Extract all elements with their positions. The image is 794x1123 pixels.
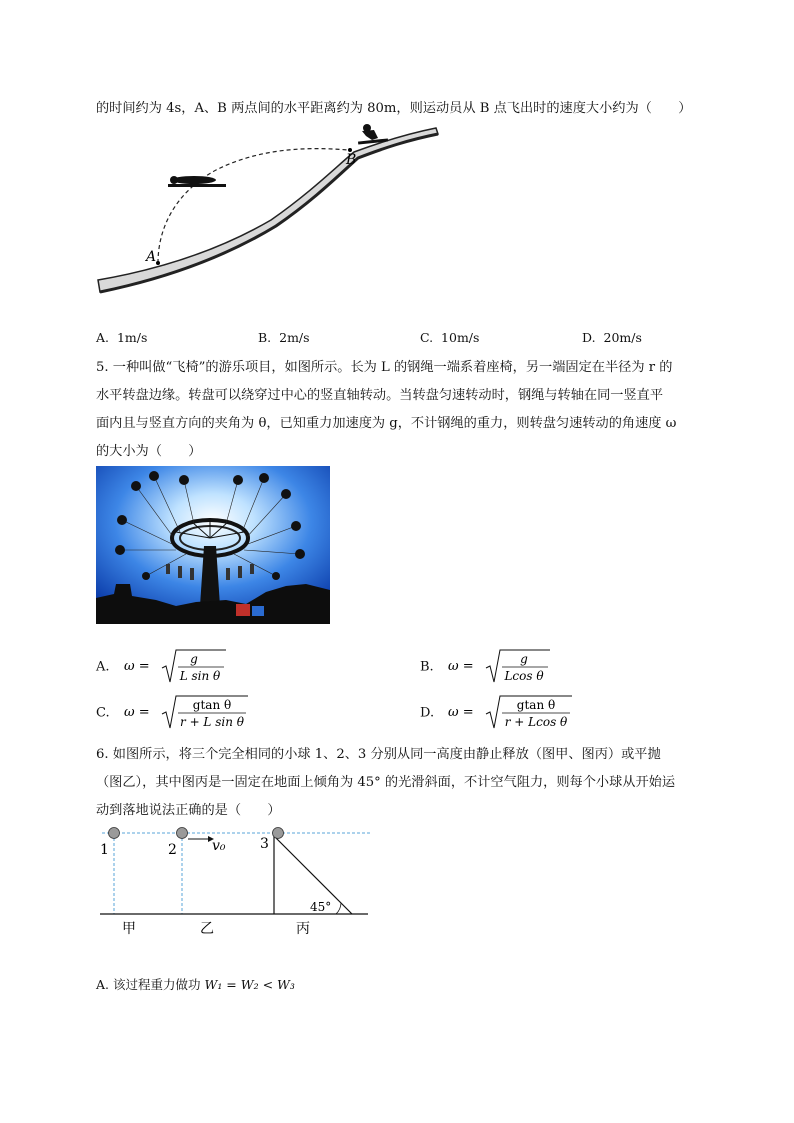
- q5-option-a[interactable]: [96, 646, 232, 688]
- svg-text:丙: 丙: [296, 921, 310, 937]
- trajectory-dashed: [158, 149, 348, 263]
- svg-text:L sin θ: L sin θ: [179, 669, 220, 683]
- svg-text:乙: 乙: [200, 921, 214, 937]
- option-text: 2m/s: [279, 330, 310, 345]
- q5-option-c[interactable]: [96, 692, 252, 734]
- option-text: 1m/s: [116, 330, 148, 345]
- q4-option-c[interactable]: [420, 330, 479, 345]
- formula-b: [446, 646, 556, 688]
- svg-text:甲: 甲: [122, 921, 136, 937]
- formula-d: [446, 692, 576, 734]
- svg-text:ω =: ω =: [123, 705, 150, 720]
- option-key: D.: [582, 330, 596, 345]
- q6-text-line-2: （图乙），其中图丙是一固定在地面上倾角为 45° 的光滑斜面，不计空气阻力，则每个小球从开始运: [96, 775, 676, 790]
- svg-text:45°: 45°: [310, 900, 332, 914]
- option-text: 20m/s: [603, 330, 642, 345]
- ball-3-icon: [273, 828, 284, 839]
- ball-1-icon: [109, 828, 120, 839]
- option-key: A.: [96, 330, 110, 345]
- flying-skier-icon: [168, 176, 226, 187]
- q6-text-line-1: 6. 如图所示，将三个完全相同的小球 1、2、3 分别从同一高度由静止释放（图甲、图丙）或平抛: [96, 747, 661, 762]
- q5-option-d[interactable]: [420, 692, 576, 734]
- option-text: A. 该过程重力做功: [96, 977, 201, 992]
- q5-option-b[interactable]: [420, 646, 556, 688]
- q4-option-b[interactable]: [258, 330, 310, 345]
- velocity-arrow-icon: [188, 836, 214, 842]
- label-a: A: [146, 249, 157, 265]
- svg-text:ω =: ω =: [123, 659, 150, 674]
- svg-text:r + Lcos θ: r + Lcos θ: [504, 715, 568, 729]
- flying-chair-photo: [96, 466, 330, 624]
- q4-option-d[interactable]: [582, 330, 642, 345]
- svg-text:gtan θ: gtan θ: [192, 698, 231, 712]
- svg-text:g: g: [519, 652, 528, 666]
- option-key: A.: [96, 659, 110, 675]
- q5-text-line-4: 的大小为（ ）: [96, 444, 202, 459]
- ski-jump-figure: [96, 122, 441, 300]
- svg-text:v₀: v₀: [212, 838, 226, 854]
- svg-text:3: 3: [260, 836, 269, 852]
- svg-text:1: 1: [100, 842, 109, 858]
- q5-text-line-1: 5. 一种叫做“飞椅”的游乐项目，如图所示。长为 L 的钢绳一端系着座椅，另一端固定在半径为 r 的: [96, 360, 673, 375]
- q6-text-line-3: 动到落地说法正确的是（ ）: [96, 803, 281, 818]
- option-formula: W₁ = W₂ < W₃: [204, 977, 295, 992]
- svg-text:2: 2: [168, 842, 177, 858]
- option-key: D.: [420, 705, 435, 721]
- q4-option-a[interactable]: [96, 330, 147, 345]
- option-key: B.: [420, 659, 434, 675]
- formula-a: [122, 646, 232, 688]
- label-b: B: [346, 152, 357, 168]
- option-key: C.: [96, 705, 110, 721]
- svg-text:gtan θ: gtan θ: [517, 698, 556, 712]
- point-a: [156, 261, 160, 265]
- option-key: B.: [258, 330, 272, 345]
- q5-text-line-3: 面内且与竖直方向的夹角为 θ，已知重力加速度为 g，不计钢绳的重力，则转盘匀速转动的角速度 ω: [96, 416, 677, 431]
- q5-text-line-2: 水平转盘边缘。转盘可以绕穿过中心的竖直轴转动。当转盘匀速转动时，钢绳与转轴在同一竖直平: [96, 388, 664, 403]
- svg-text:ω =: ω =: [448, 705, 474, 720]
- option-text: 10m/s: [441, 330, 480, 345]
- ball-2-icon: [177, 828, 188, 839]
- svg-text:g: g: [189, 652, 198, 666]
- option-key: C.: [420, 330, 434, 345]
- three-balls-figure: [96, 822, 376, 940]
- svg-text:r + L sin θ: r + L sin θ: [179, 715, 244, 729]
- skier-at-b-icon: [358, 124, 388, 145]
- formula-c: [122, 692, 252, 734]
- q4-text-line: 的时间约为 4s，A、B 两点间的水平距离约为 80m，则运动员从 B 点飞出时的速度大小约为（ ）: [96, 101, 692, 116]
- svg-text:ω =: ω =: [447, 659, 474, 674]
- q6-option-a[interactable]: [96, 975, 295, 993]
- svg-text:Lcos θ: Lcos θ: [504, 669, 544, 683]
